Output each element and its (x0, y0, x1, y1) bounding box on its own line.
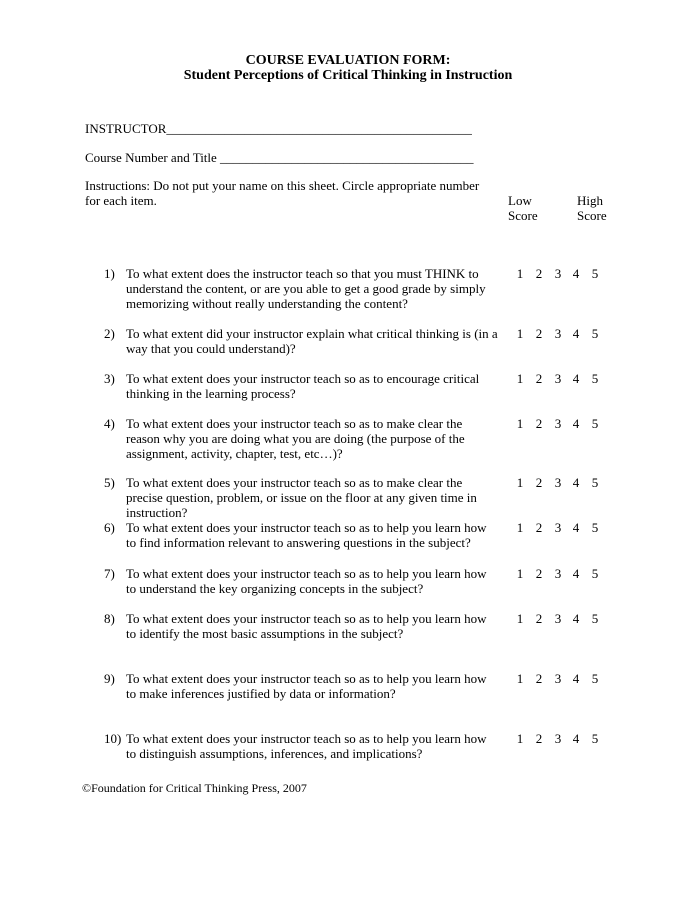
instructions-text: Instructions: Do not put your name on this sheet. Circle appropriate number for each item. (85, 178, 480, 208)
rating-option-5[interactable]: 5 (591, 266, 599, 281)
rating-option-1[interactable]: 1 (516, 520, 524, 535)
question-text: To what extent does your instructor teach so as to help you learn how to find information relevant to answering questions in the subject? (126, 520, 487, 550)
rating-option-3[interactable]: 3 (554, 416, 562, 431)
rating-option-4[interactable]: 4 (572, 731, 580, 746)
question-number: 6) (104, 520, 115, 535)
rating-option-3[interactable]: 3 (554, 566, 562, 581)
rating-option-1[interactable]: 1 (516, 475, 524, 490)
rating-option-5[interactable]: 5 (591, 566, 599, 581)
rating-option-3[interactable]: 3 (554, 266, 562, 281)
rating-option-4[interactable]: 4 (572, 371, 580, 386)
rating-option-3[interactable]: 3 (554, 326, 562, 341)
question-item (0, 475, 696, 525)
rating-option-2[interactable]: 2 (535, 611, 543, 626)
question-number: 7) (104, 566, 115, 581)
question-item (0, 566, 696, 616)
question-number: 8) (104, 611, 115, 626)
question-text: To what extent does your instructor teach so as to help you learn how to understand the key organizing concepts in the subject? (126, 566, 487, 596)
question-number: 10) (104, 731, 122, 746)
question-number: 3) (104, 371, 115, 386)
question-item (0, 371, 696, 421)
rating-option-3[interactable]: 3 (554, 520, 562, 535)
question-number: 4) (104, 416, 115, 431)
rating-option-4[interactable]: 4 (572, 326, 580, 341)
question-item (0, 731, 696, 781)
rating-option-5[interactable]: 5 (591, 671, 599, 686)
rating-option-4[interactable]: 4 (572, 266, 580, 281)
question-item (0, 520, 696, 570)
rating-option-3[interactable]: 3 (554, 671, 562, 686)
question-text: To what extent does your instructor teach so as to help you learn how to distinguish assumptions, inferences, and implications? (126, 731, 487, 761)
rating-option-5[interactable]: 5 (591, 326, 599, 341)
question-text: To what extent did your instructor explain what critical thinking is (in a way that you could understand)? (126, 326, 498, 356)
question-number: 2) (104, 326, 115, 341)
rating-option-2[interactable]: 2 (535, 475, 543, 490)
rating-option-3[interactable]: 3 (554, 371, 562, 386)
rating-option-5[interactable]: 5 (591, 475, 599, 490)
question-number: 1) (104, 266, 115, 281)
rating-option-1[interactable]: 1 (516, 731, 524, 746)
scale-low-label: Low Score (508, 193, 538, 223)
rating-option-1[interactable]: 1 (516, 326, 524, 341)
copyright-footer: ©Foundation for Critical Thinking Press, 2007 (82, 781, 307, 795)
rating-option-4[interactable]: 4 (572, 671, 580, 686)
rating-option-4[interactable]: 4 (572, 611, 580, 626)
question-text: To what extent does your instructor teach so as to help you learn how to make inferences justified by data or information? (126, 671, 487, 701)
rating-option-5[interactable]: 5 (591, 520, 599, 535)
rating-option-1[interactable]: 1 (516, 371, 524, 386)
rating-option-2[interactable]: 2 (535, 266, 543, 281)
rating-option-4[interactable]: 4 (572, 566, 580, 581)
rating-option-2[interactable]: 2 (535, 566, 543, 581)
question-item (0, 671, 696, 721)
question-number: 9) (104, 671, 115, 686)
rating-option-1[interactable]: 1 (516, 566, 524, 581)
question-item (0, 266, 696, 316)
rating-option-5[interactable]: 5 (591, 371, 599, 386)
rating-option-3[interactable]: 3 (554, 475, 562, 490)
rating-option-2[interactable]: 2 (535, 326, 543, 341)
form-title: COURSE EVALUATION FORM: (245, 53, 451, 68)
rating-option-5[interactable]: 5 (591, 416, 599, 431)
question-text: To what extent does your instructor teach so as to make clear the precise question, problem, or issue on the floor at any given time in instruction? (126, 475, 477, 520)
rating-option-4[interactable]: 4 (572, 416, 580, 431)
question-text: To what extent does your instructor teach so as to encourage critical thinking in the learning process? (126, 371, 480, 401)
rating-option-2[interactable]: 2 (535, 671, 543, 686)
rating-option-1[interactable]: 1 (516, 611, 524, 626)
rating-option-5[interactable]: 5 (591, 611, 599, 626)
question-text: To what extent does your instructor teach so as to make clear the reason why you are doing what you are doing (the purpose of the assignment, activity, chapter, test, etc…)? (126, 416, 465, 461)
course-field[interactable]: Course Number and Title _______________________________________ (85, 150, 474, 165)
question-number: 5) (104, 475, 115, 490)
question-text: To what extent does your instructor teach so as to help you learn how to identify the most basic assumptions in the subject? (126, 611, 487, 641)
question-item (0, 611, 696, 661)
rating-option-1[interactable]: 1 (516, 671, 524, 686)
question-text: To what extent does the instructor teach so that you must THINK to understand the content, or are you able to get a good grade by simply memorizing without really understanding the content? (126, 266, 486, 311)
rating-option-3[interactable]: 3 (554, 611, 562, 626)
instructor-field[interactable]: INSTRUCTOR_______________________________________________ (85, 121, 472, 136)
rating-option-2[interactable]: 2 (535, 416, 543, 431)
rating-option-4[interactable]: 4 (572, 475, 580, 490)
rating-option-2[interactable]: 2 (535, 731, 543, 746)
question-item (0, 416, 696, 466)
rating-option-4[interactable]: 4 (572, 520, 580, 535)
rating-option-3[interactable]: 3 (554, 731, 562, 746)
form-subtitle: Student Perceptions of Critical Thinking in Instruction (183, 68, 513, 83)
scale-high-label: High Score (577, 193, 607, 223)
rating-option-2[interactable]: 2 (535, 371, 543, 386)
question-item (0, 326, 696, 376)
rating-option-5[interactable]: 5 (591, 731, 599, 746)
rating-option-1[interactable]: 1 (516, 266, 524, 281)
rating-option-2[interactable]: 2 (535, 520, 543, 535)
rating-option-1[interactable]: 1 (516, 416, 524, 431)
